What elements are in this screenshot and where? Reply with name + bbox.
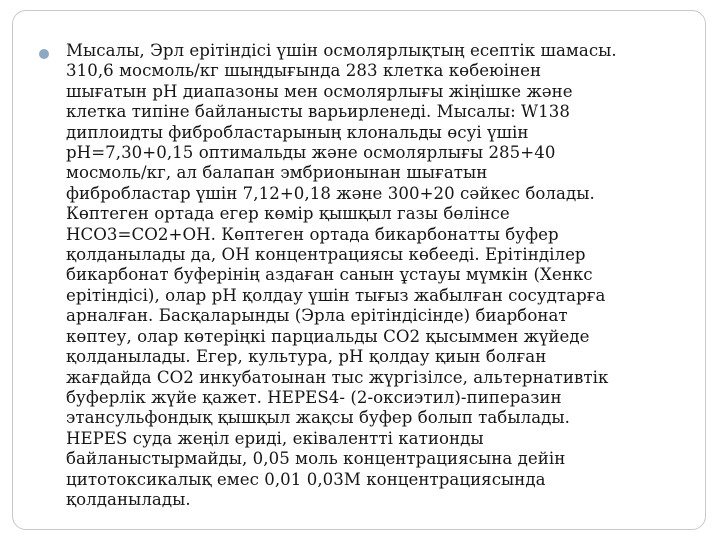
paragraph-line: көптеу, олар көтеріңкі парциальды CO2 қысыммен жүйеде bbox=[66, 326, 590, 346]
paragraph-line: қолданылады да, OH концентрациясы көбееді. Ерітінділер bbox=[66, 245, 586, 265]
paragraph-line: 310,6 мосмоль/кг шыңдығында 283 клетка көбеюінен bbox=[66, 61, 542, 81]
paragraph-line: ерітіндісі), олар pH қолдау үшін тығыз жабылған сосудтарға bbox=[66, 285, 606, 305]
paragraph-line: қолданылады. bbox=[66, 489, 191, 509]
bullet-point-icon bbox=[39, 49, 49, 59]
paragraph-line: арналған. Басқаларынды (Эрла ерітіндісінде) биарбонат bbox=[66, 306, 568, 326]
paragraph-line: буферлік жүйе қажет. HEPES4- (2-оксиэтил)-пиперазин bbox=[66, 387, 562, 407]
paragraph-line: HCO3=CO2+OH. Көптеген ортада бикарбонатты буфер bbox=[66, 224, 559, 244]
bullet-paragraph bbox=[66, 41, 689, 510]
paragraph-line: HEPES суда жеңіл ериді, еківаленттi катионды bbox=[66, 428, 484, 448]
paragraph-line: қолданылады. Егер, культура, pH қолдау қиын болған bbox=[66, 347, 547, 367]
paragraph-line: мосмоль/кг, ал балапан эмбрионынан шығатын bbox=[66, 163, 488, 183]
paragraph-line: жағдайда CO2 инкубатоынан тыс жүргізілсе, альтернативтік bbox=[66, 367, 609, 387]
slide-frame bbox=[12, 10, 706, 530]
paragraph-line: фибробластар үшін 7,12+0,18 және 300+20 сәйкес болады. bbox=[66, 183, 595, 203]
paragraph-line: цитотоксикалық емес 0,01 0,03М концентрациясында bbox=[66, 469, 546, 489]
paragraph-line: байланыстырмайды, 0,05 моль концентрациясына дейін bbox=[66, 449, 566, 469]
paragraph-line: Көптеген ортада егер көмір қышқыл газы бөлінсе bbox=[66, 204, 510, 224]
paragraph-line: клетка типіне байланысты варьирленеді. Мысалы: W138 bbox=[66, 102, 570, 122]
paragraph-line: шығатын pH диапазоны мен осмолярлығы жіңішке және bbox=[66, 81, 573, 101]
paragraph-line: pH=7,30+0,15 оптимальды және осмолярлығы 285+40 bbox=[66, 143, 556, 163]
paragraph-line: Мысалы, Эрл ерітіндісі үшін осмолярлықтың есептік шамасы. bbox=[66, 41, 617, 60]
paragraph-line: диплоидты фибробластарының клональды өсуі үшін bbox=[66, 122, 529, 142]
paragraph-line: бикарбонат буферінің аздаған санын ұстауы мүмкін (Хенкс bbox=[66, 265, 593, 285]
paragraph-line: этансульфондық қышқыл жақсы буфер болып табылады. bbox=[66, 408, 570, 428]
slide-content bbox=[39, 41, 689, 510]
